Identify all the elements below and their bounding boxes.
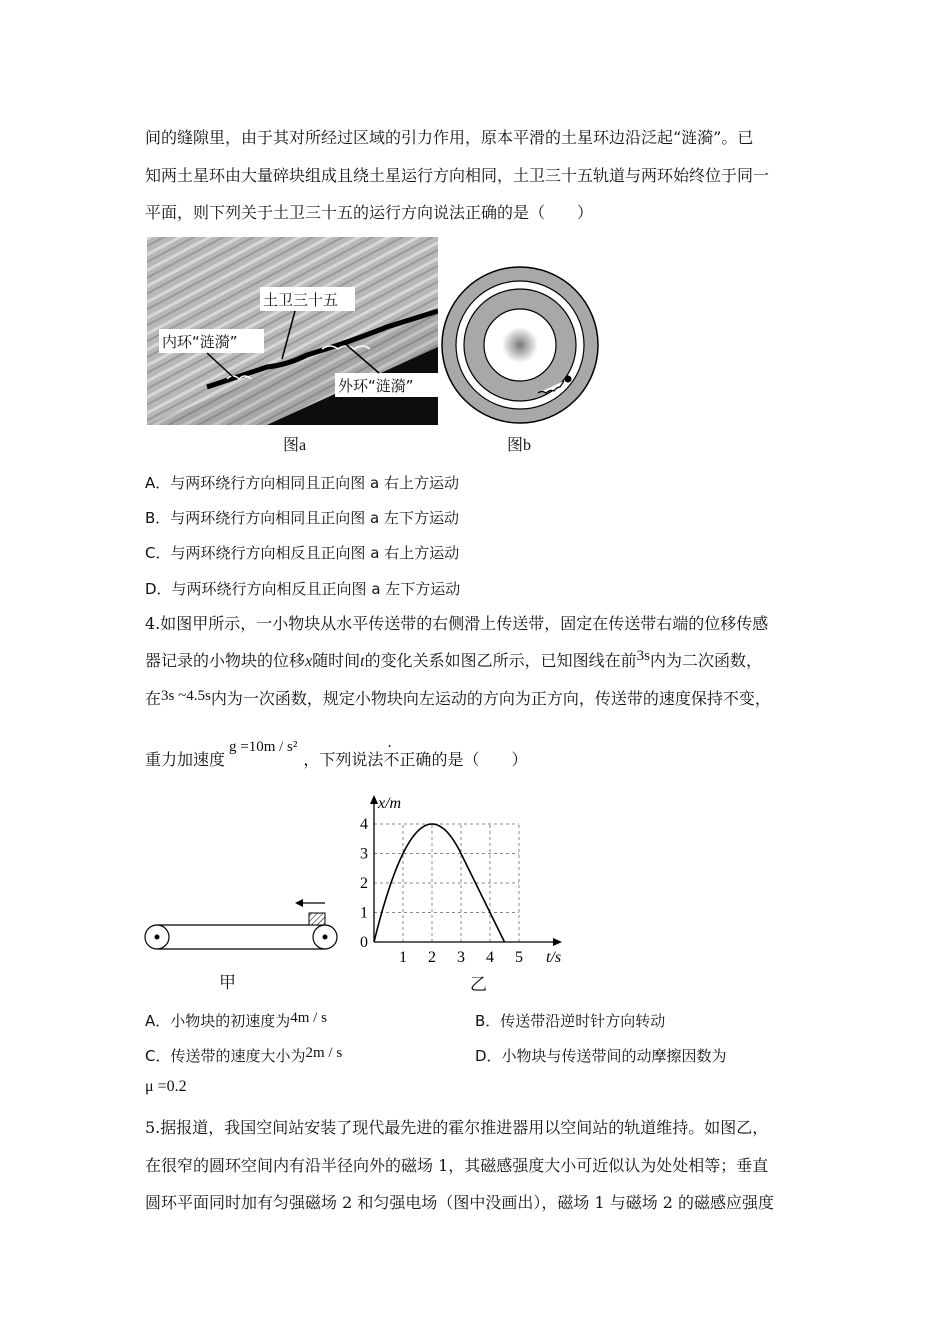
emphasis-not-correct: 不正确 bbox=[383, 750, 432, 769]
q5-line-1: 5.据报道，我国空间站安装了现代最先进的霍尔推进器用以空间站的轨道维持。如图乙， bbox=[145, 1118, 769, 1137]
q4-option-a-text: A．小物块的初速度为 bbox=[145, 1012, 291, 1030]
q4-line-2-part-a: 器记录的小物块的位移 bbox=[145, 651, 306, 670]
figure-jia-caption: 甲 bbox=[219, 973, 236, 992]
conveyor-belt-diagram bbox=[143, 895, 339, 955]
moon-dot bbox=[565, 376, 572, 383]
q3-option-b: B．与两环绕行方向相同且正向图 a 左下方运动 bbox=[145, 509, 460, 527]
figure-jia bbox=[143, 895, 339, 955]
x-tick-label: 4 bbox=[486, 949, 494, 966]
ring-diagram bbox=[440, 265, 600, 425]
q4-option-a-math: 4m / s bbox=[290, 1010, 327, 1026]
q3-line-3: 平面，则下列关于土卫三十五的运行方向说法正确的是（ ） bbox=[145, 203, 594, 222]
x-tick-label: 5 bbox=[515, 949, 523, 966]
origin-label: 0 bbox=[360, 934, 368, 951]
q4-line-3-part-b: 内为一次函数，规定小物块向左运动的方向为正方向，传送带的速度保持不变， bbox=[210, 689, 771, 708]
figure-a-caption: 图a bbox=[283, 437, 307, 454]
q3-option-d: D．与两环绕行方向相反且正向图 a 左下方运动 bbox=[145, 580, 461, 598]
q3-line-1: 间的缝隙里，由于其对所经过区域的引力作用，原本平滑的土星环边沿泛起“涟漪”。已 bbox=[145, 128, 754, 147]
math-gravity: g =10m / s² bbox=[229, 739, 298, 755]
q5-line-2: 在很窄的圆环空间内有沿半径向外的磁场 1，其磁感强度大小可近似认为处处相等；垂直 bbox=[145, 1156, 769, 1175]
q4-line-4-part-b: ，下列说法 bbox=[303, 750, 384, 769]
q4-line-2-part-d: 内为二次函数， bbox=[649, 651, 762, 670]
label-moon: 土卫三十五 bbox=[263, 291, 339, 309]
q4-option-b: B．传送带沿逆时针方向转动 bbox=[475, 1012, 666, 1030]
q4-line-2-part-c: 的变化关系如图乙所示，已知图线在前 bbox=[364, 651, 637, 670]
label-inner-ripple: 内环“涟漪” bbox=[162, 333, 238, 351]
var-t: t bbox=[360, 653, 365, 670]
q4-option-c-math: 2m / s bbox=[305, 1045, 343, 1061]
y-axis-label: x/m bbox=[378, 795, 402, 812]
label-outer-ripple: 外环“涟漪” bbox=[338, 377, 414, 395]
math-time-range: 3s ~4.5s bbox=[161, 688, 211, 704]
q4-option-c bbox=[145, 1045, 342, 1066]
q4-line-2 bbox=[145, 650, 762, 673]
y-tick-label: 1 bbox=[360, 904, 368, 922]
math-3s: 3s bbox=[636, 648, 650, 664]
figure-a bbox=[147, 237, 438, 425]
y-tick-label: 2 bbox=[360, 875, 368, 892]
x-axis-label: t/s bbox=[546, 949, 562, 966]
q4-option-c-text: C．传送带的速度大小为 bbox=[145, 1047, 306, 1065]
figure-yi bbox=[350, 790, 580, 970]
q4-option-d-math: μ =0.2 bbox=[145, 1078, 187, 1095]
figure-b bbox=[440, 265, 600, 425]
q3-option-a: A．与两环绕行方向相同且正向图 a 右上方运动 bbox=[145, 474, 459, 492]
q4-option-d: D．小物块与传送带间的动摩擦因数为 bbox=[475, 1047, 727, 1065]
q4-line-4 bbox=[145, 739, 528, 772]
q4-line-3-part-a: 在 bbox=[145, 689, 162, 708]
y-tick-label: 4 bbox=[360, 816, 368, 833]
var-x: x bbox=[305, 653, 313, 670]
q4-line-1: 4.如图甲所示，一小物块从水平传送带的右侧滑上传送带，固定在传送带右端的位移传感 bbox=[145, 614, 769, 633]
figure-yi-caption: 乙 bbox=[470, 975, 487, 994]
q4-option-a bbox=[145, 1010, 327, 1031]
q3-option-c: C．与两环绕行方向相反且正向图 a 右上方运动 bbox=[145, 544, 460, 562]
q4-line-4-part-d: 的是（ ） bbox=[431, 750, 528, 769]
figure-b-caption: 图b bbox=[507, 437, 532, 454]
q4-line-3 bbox=[145, 688, 771, 711]
x-axis-arrow bbox=[553, 938, 562, 946]
q4-line-4-part-a: 重力加速度 bbox=[145, 750, 226, 769]
q4-line-2-part-b: 随时间 bbox=[312, 651, 361, 670]
q3-line-2: 知两土星环由大量碎块组成且绕土星运行方向相同，土卫三十五轨道与两环始终位于同一 bbox=[145, 166, 770, 185]
x-tick-label: 2 bbox=[428, 949, 436, 966]
x-tick-label: 1 bbox=[399, 949, 407, 966]
y-tick-label: 3 bbox=[360, 845, 368, 863]
q5-line-3: 圆环平面同时加有匀强磁场 2 和匀强电场（图中没画出），磁场 1 与磁场 2 的磁感应强度 bbox=[145, 1193, 775, 1212]
x-t-graph bbox=[350, 790, 580, 970]
y-axis-arrow bbox=[370, 795, 378, 804]
x-tick-label: 3 bbox=[457, 949, 465, 966]
